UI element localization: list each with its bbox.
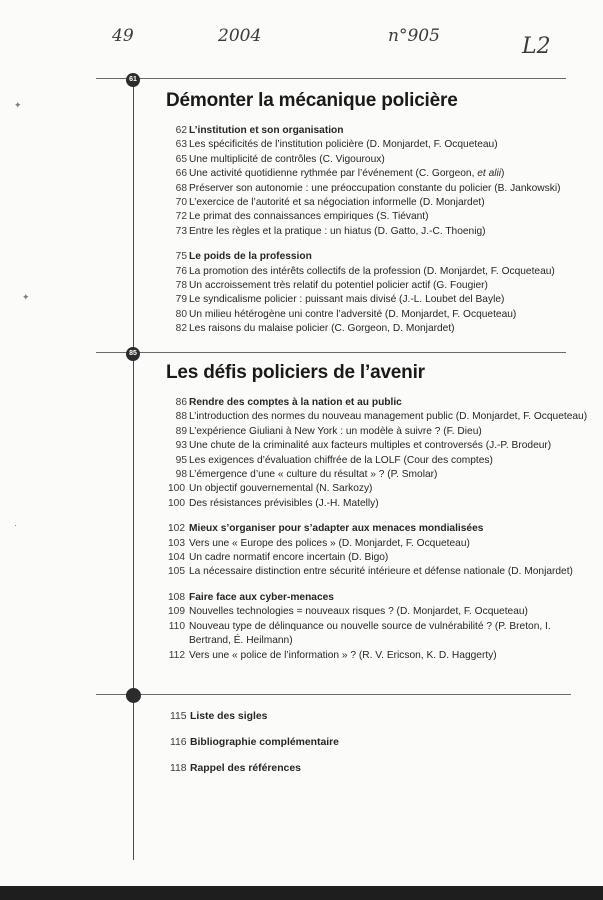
page-number: 70 bbox=[175, 197, 187, 209]
toc-entry[interactable]: 73 Entre les règles et la pratique : un hiatus (D. Gatto, J.-C. Thoenig) bbox=[168, 225, 588, 239]
handwritten-note-1: 49 bbox=[112, 26, 134, 46]
page-number: 116 bbox=[170, 737, 187, 748]
page-number: 93 bbox=[175, 440, 187, 452]
page-number: 68 bbox=[175, 182, 187, 194]
page-number: 118 bbox=[170, 763, 187, 774]
page-number: 63 bbox=[175, 139, 187, 151]
toc-group bbox=[168, 396, 588, 511]
scan-speck: ✦ bbox=[14, 100, 22, 110]
page-number: 72 bbox=[175, 211, 187, 223]
page-number: 104 bbox=[168, 552, 185, 564]
toc-entry[interactable]: 70 L’exercice de l’autorité et sa négociation informelle (D. Monjardet) bbox=[168, 196, 588, 210]
toc-entry[interactable]: 105 La nécessaire distinction entre sécurité intérieure et défense nationale (D. Monjardet) bbox=[168, 565, 588, 579]
toc-subheading[interactable]: 108 Faire face aux cyber-menaces bbox=[168, 591, 588, 605]
toc-subheading[interactable]: 62 L’institution et son organisation bbox=[168, 124, 588, 138]
page-number: 98 bbox=[175, 469, 187, 481]
timeline-line bbox=[133, 78, 134, 860]
page-number: 73 bbox=[175, 225, 187, 237]
toc-group bbox=[168, 591, 588, 663]
toc-entry[interactable]: 109 Nouvelles technologies = nouveaux risques ? (D. Monjardet, F. Ocqueteau) bbox=[168, 605, 588, 619]
page-number: 102 bbox=[168, 523, 185, 535]
page-number: 88 bbox=[175, 411, 187, 423]
toc-section bbox=[168, 362, 588, 674]
page-number: 66 bbox=[175, 168, 187, 180]
page-number: 112 bbox=[168, 649, 185, 661]
page-number: 110 bbox=[168, 620, 185, 632]
handwritten-note-2: 2004 bbox=[218, 26, 262, 46]
toc-entry[interactable]: 110 Nouveau type de délinquance ou nouvelle source de vulnérabilité ? (P. Breton, I. Bertrand, É. Heilmann) bbox=[168, 620, 588, 649]
page-number: 95 bbox=[175, 454, 187, 466]
toc-entry[interactable]: 100 Des résistances prévisibles (J.-H. Matelly) bbox=[168, 497, 588, 511]
toc-entry[interactable]: 103 Vers une « Europe des polices » (D. Monjardet, F. Ocqueteau) bbox=[168, 537, 588, 551]
section-title: Démonter la mécanique policière bbox=[166, 90, 458, 111]
section-marker-badge: 85 bbox=[126, 347, 140, 361]
divider-rule bbox=[96, 694, 571, 695]
toc-entry[interactable]: 93 Une chute de la criminalité aux facteurs multiples et controversés (J.-P. Brodeur) bbox=[168, 439, 588, 453]
toc-entry[interactable]: 68 Préserver son autonomie : une préoccupation constante du policier (B. Jankowski) bbox=[168, 182, 588, 196]
toc-entry[interactable]: 88 L’introduction des normes du nouveau management public (D. Monjardet, F. Ocqueteau) bbox=[168, 410, 588, 424]
divider-rule bbox=[96, 352, 566, 353]
page-number: 115 bbox=[170, 711, 187, 722]
page-number: 76 bbox=[175, 265, 187, 277]
page-number: 109 bbox=[168, 606, 185, 618]
divider-rule bbox=[96, 78, 566, 79]
toc-entry[interactable]: 65 Une multiplicité de contrôles (C. Vigouroux) bbox=[168, 153, 588, 167]
section-marker-badge: 61 bbox=[126, 73, 140, 87]
toc-entry[interactable]: 72 Le primat des connaissances empiriques (S. Tiévant) bbox=[168, 210, 588, 224]
toc-entry[interactable]: 82 Les raisons du malaise policier (C. Gorgeon, D. Monjardet) bbox=[168, 322, 588, 336]
toc-entry[interactable]: 80 Un milieu hétérogène uni contre l’adversité (D. Monjardet, F. Ocqueteau) bbox=[168, 308, 588, 322]
page-number: 105 bbox=[168, 566, 185, 578]
appendix-entry[interactable]: 115 Liste des sigles bbox=[170, 711, 268, 722]
toc-entry[interactable]: 66 Une activité quotidienne rythmée par l’événement (C. Gorgeon, et alii) bbox=[168, 167, 588, 181]
page-number: 103 bbox=[168, 537, 185, 549]
toc-group bbox=[168, 522, 588, 580]
page-number: 80 bbox=[175, 308, 187, 320]
page-number: 100 bbox=[168, 497, 185, 509]
toc-subheading[interactable]: 75 Le poids de la profession bbox=[168, 250, 588, 264]
toc-subheading[interactable]: 86 Rendre des comptes à la nation et au public bbox=[168, 396, 588, 410]
page-number: 108 bbox=[168, 591, 185, 603]
page-number: 82 bbox=[175, 323, 187, 335]
timeline-dot bbox=[126, 688, 141, 703]
page-number: 79 bbox=[175, 294, 187, 306]
page-number: 89 bbox=[175, 425, 187, 437]
toc-subheading[interactable]: 102 Mieux s’organiser pour s’adapter aux menaces mondialisées bbox=[168, 522, 588, 536]
page-number: 62 bbox=[175, 125, 187, 136]
page-number: 65 bbox=[175, 153, 187, 165]
page-number: 86 bbox=[175, 397, 187, 408]
toc-entry[interactable]: 79 Le syndicalisme policier : puissant mais divisé (J.-L. Loubet del Bayle) bbox=[168, 293, 588, 307]
toc-entry[interactable]: 78 Un accroissement très relatif du potentiel policier actif (G. Fougier) bbox=[168, 279, 588, 293]
toc-entry[interactable]: 76 La promotion des intérêts collectifs de la profession (D. Monjardet, F. Ocqueteau) bbox=[168, 265, 588, 279]
toc-entry[interactable]: 100 Un objectif gouvernemental (N. Sarkozy) bbox=[168, 482, 588, 496]
appendix-entry[interactable]: 118 Rappel des références bbox=[170, 763, 301, 774]
toc-entry[interactable]: 89 L’expérience Giuliani à New York : un modèle à suivre ? (F. Dieu) bbox=[168, 425, 588, 439]
page-number: 100 bbox=[168, 483, 185, 495]
toc-entry[interactable]: 112 Vers une « police de l’information » ? (R. V. Ericson, K. D. Haggerty) bbox=[168, 649, 588, 663]
toc-entry[interactable]: 63 Les spécificités de l’institution policière (D. Monjardet, F. Ocqueteau) bbox=[168, 138, 588, 152]
handwritten-note-3: n°905 bbox=[388, 26, 440, 46]
toc-entry[interactable]: 95 Les exigences d’évaluation chiffrée de la LOLF (Cour des comptes) bbox=[168, 454, 588, 468]
toc-section bbox=[168, 90, 588, 348]
scan-speck: ✦ bbox=[22, 292, 30, 302]
scan-edge bbox=[0, 886, 603, 900]
page-number: 78 bbox=[175, 280, 187, 292]
appendix-entry[interactable]: 116 Bibliographie complémentaire bbox=[170, 737, 339, 748]
toc-entry[interactable]: 104 Un cadre normatif encore incertain (D. Bigo) bbox=[168, 551, 588, 565]
toc-group bbox=[168, 124, 588, 239]
page-number: 75 bbox=[175, 251, 187, 263]
scan-speck: · bbox=[14, 520, 17, 530]
toc-entry[interactable]: 98 L’émergence d’une « culture du résultat » ? (P. Smolar) bbox=[168, 468, 588, 482]
section-title: Les défis policiers de l’avenir bbox=[166, 362, 425, 383]
toc-group bbox=[168, 250, 588, 336]
handwritten-note-4: L2 bbox=[522, 34, 551, 59]
